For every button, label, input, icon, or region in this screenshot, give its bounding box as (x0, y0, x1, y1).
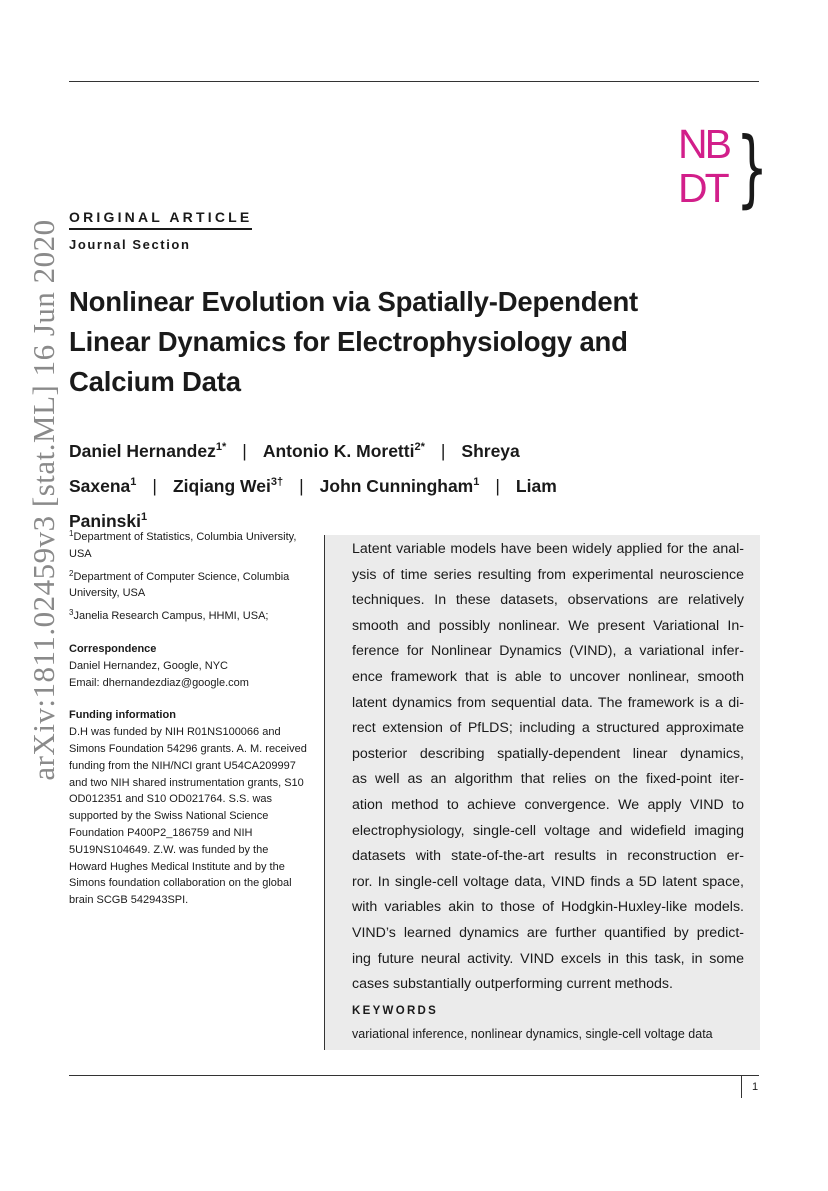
logo-line-2: DT (678, 165, 727, 211)
author-name: John Cunningham (319, 476, 474, 496)
article-type: ORIGINAL ARTICLE (69, 209, 252, 230)
author-separator: | (299, 476, 304, 496)
affiliation-text: Department of Statistics, Columbia University, USA (69, 531, 297, 560)
affiliation (69, 529, 309, 563)
author-affiliation-mark: 1 (473, 476, 480, 488)
author-affiliation-mark: 1* (215, 441, 227, 453)
title-line: Calcium Data (69, 366, 241, 397)
affiliation-number: 1 (69, 529, 74, 538)
journal-section: Journal Section (69, 237, 191, 252)
abstract-line: ysis of time series resulting from experimental neuroscience (352, 566, 744, 583)
author-name: Daniel Hernandez (69, 441, 216, 461)
author-name-part: Saxena (69, 476, 131, 496)
author-name: Antonio K. Moretti (262, 441, 415, 461)
abstract-line: latent dynamics from sequential data. The framework is a di- (352, 694, 744, 711)
author-line (69, 469, 629, 504)
correspondence-heading: Correspondence (69, 642, 157, 655)
author-list (69, 434, 629, 539)
keywords-heading: KEYWORDS (352, 1005, 439, 1017)
abstract-line: VIND’s learned dynamics are further quantified by predict- (352, 924, 744, 941)
journal-logo (676, 119, 769, 217)
abstract-line: techniques. In these datasets, observations are relatively (352, 592, 744, 609)
abstract-line: electrophysiology, single-cell voltage and widefield imaging (352, 822, 744, 839)
funding-text: D.H was funded by NIH R01NS100066 and Simons Foundation 54296 grants. A. M. received funding from the NIH/NCI grant U54CA209997 and two NIH shared instrumentation grants, S10 OD012351 and S10 OD021764. S.S. was supported by the Swiss National Science Foundation P400P2_186759 and NIH 5U19NS104649. Z.W. was funded by the Howard Hughes Medical Institute and by the Simons foundation collaboration on the global brain SCGB 542943SPI. (69, 726, 307, 907)
affiliation-text: Janelia Research Campus, HHMI, USA; (73, 610, 269, 623)
logo-brace: } (736, 119, 769, 217)
affiliation-number: 3 (69, 608, 74, 618)
arxiv-identifier: arXiv:1811.02459v3 [stat.ML] 16 Jun 2020 (26, 219, 61, 781)
bottom-rule (69, 1075, 759, 1076)
abstract-line: ation method to achieve convergence. We apply VIND to (352, 796, 744, 813)
abstract-line: cases substantially outperforming current methods. (352, 976, 673, 993)
author-line (69, 434, 629, 469)
author-name-part: Shreya (461, 441, 520, 461)
author-name-part: Paninski (69, 511, 141, 531)
affiliation-text: Department of Computer Science, Columbia University, USA (69, 570, 290, 600)
abstract-line: ference for Nonlinear Dynamics (VIND), a variational infer- (352, 643, 744, 660)
top-rule (69, 81, 759, 82)
abstract-line: ing future neural activity. VIND excels in this task, in some (352, 950, 744, 967)
front-matter-sidebar (69, 529, 309, 909)
abstract-text (352, 537, 744, 998)
abstract-line: as well as an algorithm that relies on the fixed-point iter- (352, 771, 744, 788)
abstract-line: Latent variable models have been widely applied for the anal- (352, 541, 744, 557)
title-line: Nonlinear Evolution via Spatially-Dependent (69, 286, 638, 317)
funding-heading: Funding information (69, 709, 176, 722)
author-separator: | (495, 476, 500, 496)
correspondence-name: Daniel Hernandez, Google, NYC (69, 659, 228, 672)
paper-title (69, 282, 759, 402)
author-name-part: Liam (515, 476, 557, 496)
author-separator: | (152, 476, 157, 496)
author-affiliation-mark: 1 (140, 511, 148, 523)
affiliation (69, 608, 309, 625)
logo-line-1: NB (678, 121, 729, 167)
author-affiliation-mark: 1 (130, 476, 137, 488)
author-name: Ziqiang Wei (172, 476, 271, 496)
affiliation-number: 2 (69, 568, 74, 578)
title-line: Linear Dynamics for Electrophysiology and (69, 326, 628, 357)
abstract-line: ror. In single-cell voltage data, VIND finds a 5D latent space, (352, 873, 744, 890)
author-affiliation-mark: 3† (270, 476, 284, 488)
abstract-line: with variables akin to those of Hodgkin-Huxley-like models. (352, 899, 744, 916)
keywords-text: variational inference, nonlinear dynamics, single-cell voltage data (352, 1027, 713, 1041)
affiliation (69, 569, 309, 603)
abstract-box (324, 535, 760, 1050)
abstract-line: datasets with state-of-the-art results in reconstruction er- (352, 848, 744, 865)
abstract-line: posterior describing spatially-dependent linear dynamics, (352, 745, 744, 762)
author-separator: | (440, 441, 446, 461)
author-separator: | (242, 441, 247, 461)
abstract-line: smooth and possibly nonlinear. We present Variational In- (352, 617, 744, 634)
abstract-line: rect extension of PfLDS; including a structured approximate (352, 720, 744, 737)
correspondence-email: Email: dhernandezdiaz@google.com (69, 676, 249, 689)
author-affiliation-mark: 2* (414, 441, 425, 453)
abstract-line: ence framework that is able to uncover nonlinear, smooth (352, 668, 744, 685)
page-number: 1 (741, 1076, 758, 1098)
